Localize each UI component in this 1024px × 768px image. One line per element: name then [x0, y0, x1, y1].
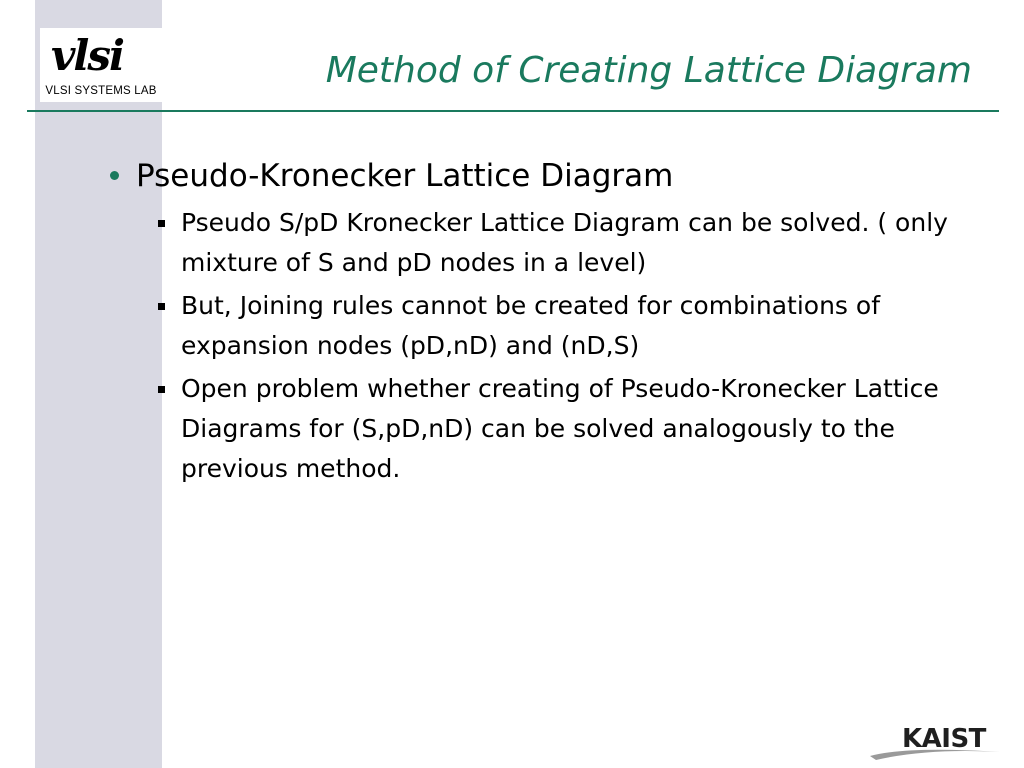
- vlsi-logo-text: VLSI SYSTEMS LAB: [45, 85, 157, 97]
- sub-bullet-text: But, Joining rules cannot be created for combinations of expansion nodes (pD,nD) and (nD,S): [181, 291, 880, 360]
- sub-bullet-list: [104, 203, 1004, 489]
- sub-bullet-text: Open problem whether creating of Pseudo-Kronecker Lattice Diagrams for (S,pD,nD) can be solved analogously to the previous method.: [181, 374, 939, 483]
- slide-content: [104, 152, 1004, 489]
- vlsi-logo-mark: vlsi: [51, 31, 123, 80]
- level1-bullet-item: [104, 152, 1004, 200]
- square-bullet-icon: [158, 220, 165, 227]
- round-bullet-icon: [110, 171, 119, 180]
- kaist-logo-text: KAIST: [902, 724, 986, 754]
- square-bullet-icon: [158, 386, 165, 393]
- square-bullet-icon: [158, 303, 165, 310]
- title-divider: [27, 110, 999, 112]
- kaist-logo: [868, 716, 1008, 762]
- bullet-heading: Pseudo-Kronecker Lattice Diagram: [136, 158, 674, 194]
- sub-bullet-item: [104, 286, 1004, 366]
- sub-bullet-text: Pseudo S/pD Kronecker Lattice Diagram can be solved. ( only mixture of S and pD nodes in a level): [181, 208, 948, 277]
- vlsi-logo: [40, 28, 162, 102]
- sub-bullet-item: [104, 203, 1004, 283]
- slide-title: Method of Creating Lattice Diagram: [325, 50, 972, 91]
- sub-bullet-item: [104, 369, 1004, 489]
